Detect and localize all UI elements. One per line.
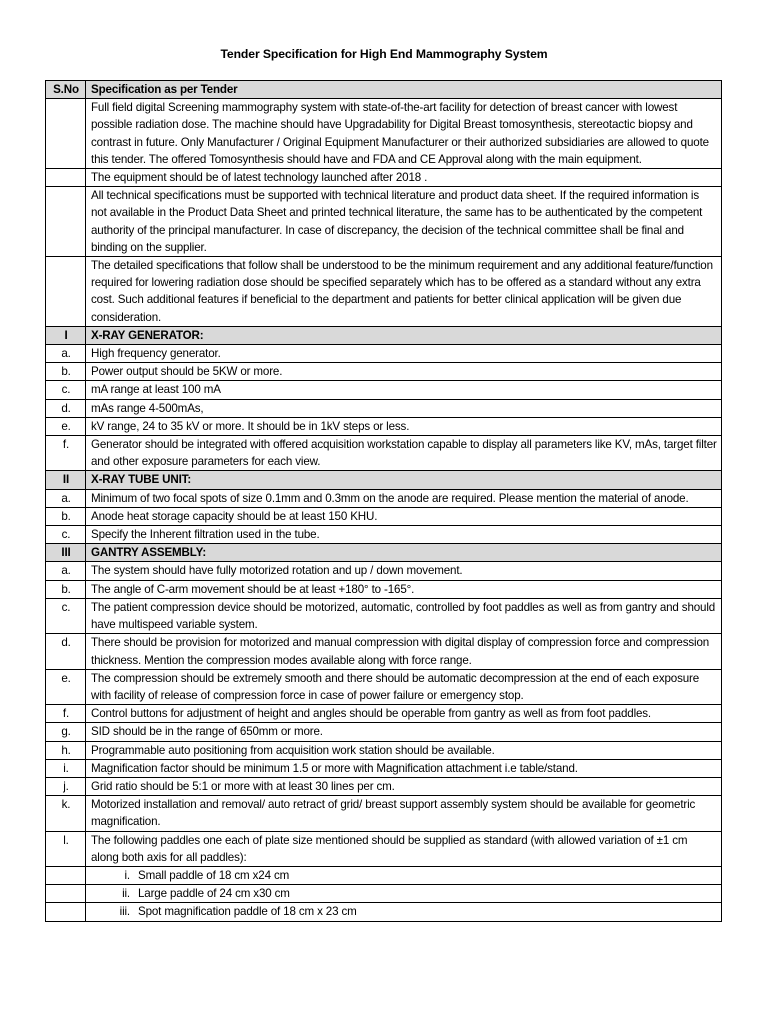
intro-text: Full field digital Screening mammography system with state-of-the-art facility for detection of breast cancer with lowest possible radiation dose. The machine should have Upgradability for Digital Breast tomosynthesis, stereotactic biopsy and contrast in future. Only Manufacturer / Original Equipment Manufacturer or their authorized subsidiaries are allowed to quote this tender. The offered Tomosynthesis should have and FDA and CE Approval along with the main equipment. (86, 99, 722, 169)
item-number: l. (46, 831, 86, 866)
item-text: Specify the Inherent filtration used in the tube. (86, 526, 722, 544)
column-header-spec: Specification as per Tender (86, 81, 722, 99)
intro-row (46, 99, 722, 169)
item-number: d. (46, 634, 86, 669)
table-row (46, 507, 722, 525)
item-text: mA range at least 100 mA (86, 381, 722, 399)
sub-item-number: iii. (119, 905, 130, 919)
table-row (46, 705, 722, 723)
table-row (46, 741, 722, 759)
item-number: f. (46, 436, 86, 471)
section-row-tube-unit (46, 471, 722, 489)
section-heading: GANTRY ASSEMBLY: (86, 544, 722, 562)
item-number: d. (46, 399, 86, 417)
item-number: a. (46, 489, 86, 507)
item-number: b. (46, 507, 86, 525)
item-text: Control buttons for adjustment of height and angles should be operable from gantry as well as from foot paddles. (86, 705, 722, 723)
table-row (46, 436, 722, 471)
item-number: k. (46, 796, 86, 831)
sub-item-number: i. (124, 868, 130, 882)
item-text: SID should be in the range of 650mm or more. (86, 723, 722, 741)
table-row (46, 489, 722, 507)
sub-item-text: Spot magnification paddle of 18 cm x 23 cm (138, 905, 357, 919)
sub-item-row (46, 903, 722, 921)
item-text: There should be provision for motorized and manual compression with digital display of compression force and compression thickness. Mention the compression modes available along with force range. (86, 634, 722, 669)
table-row (46, 562, 722, 580)
item-number: b. (46, 580, 86, 598)
sub-item-row (46, 885, 722, 903)
column-header-sno: S.No (46, 81, 86, 99)
intro-row (46, 169, 722, 187)
item-text: High frequency generator. (86, 345, 722, 363)
sub-item-row (46, 866, 722, 884)
item-number: c. (46, 381, 86, 399)
intro-row (46, 187, 722, 257)
item-text: Grid ratio should be 5:1 or more with at least 30 lines per cm. (86, 777, 722, 795)
table-row (46, 796, 722, 831)
section-number: II (46, 471, 86, 489)
table-row (46, 634, 722, 669)
sub-item-text: Large paddle of 24 cm x30 cm (138, 887, 290, 901)
table-row (46, 363, 722, 381)
item-number: j. (46, 777, 86, 795)
item-text: The patient compression device should be motorized, automatic, controlled by foot paddles as well as from gantry and should have multispeed variable system. (86, 598, 722, 633)
intro-text: All technical specifications must be supported with technical literature and product data sheet. If the required information is not available in the Product Data Sheet and printed technical literature, the same has to be authenticated by the competent authority of the principal manufacturer. In case of discrepancy, the decision of the technical committee shall be final and binding on the supplier. (86, 187, 722, 257)
table-row (46, 345, 722, 363)
section-row-generator (46, 326, 722, 344)
item-text: The compression should be extremely smooth and there should be automatic decompression at the end of each exposure with facility of release of compression force in case of power failure or emergency stop. (86, 669, 722, 704)
table-row (46, 669, 722, 704)
table-row (46, 399, 722, 417)
item-text: Generator should be integrated with offered acquisition workstation capable to display all parameters like KV, mAs, target filter and other exposure parameters for each view. (86, 436, 722, 471)
item-text: Power output should be 5KW or more. (86, 363, 722, 381)
section-row-gantry (46, 544, 722, 562)
item-text: Minimum of two focal spots of size 0.1mm and 0.3mm on the anode are required. Please mention the material of anode. (86, 489, 722, 507)
table-row (46, 580, 722, 598)
sub-item-number: ii. (122, 887, 130, 901)
item-text: mAs range 4-500mAs, (86, 399, 722, 417)
table-header-row (46, 81, 722, 99)
table-row (46, 381, 722, 399)
table-row (46, 417, 722, 435)
item-number: g. (46, 723, 86, 741)
item-text: The system should have fully motorized rotation and up / down movement. (86, 562, 722, 580)
item-text: The following paddles one each of plate size mentioned should be supplied as standard (with allowed variation of ±1 cm along both axis for all paddles): (86, 831, 722, 866)
table-row (46, 598, 722, 633)
item-text: kV range, 24 to 35 kV or more. It should be in 1kV steps or less. (86, 417, 722, 435)
table-row (46, 526, 722, 544)
section-heading: X-RAY GENERATOR: (86, 326, 722, 344)
table-row (46, 777, 722, 795)
section-number: I (46, 326, 86, 344)
item-number: c. (46, 526, 86, 544)
item-number: a. (46, 562, 86, 580)
specification-table (45, 80, 722, 922)
item-text: Programmable auto positioning from acquisition work station should be available. (86, 741, 722, 759)
intro-text: The equipment should be of latest technology launched after 2018 . (86, 169, 722, 187)
item-text: Magnification factor should be minimum 1.5 or more with Magnification attachment i.e table/stand. (86, 759, 722, 777)
table-row (46, 831, 722, 866)
item-number: h. (46, 741, 86, 759)
item-text: The angle of C-arm movement should be at least +180° to -165°. (86, 580, 722, 598)
table-row (46, 759, 722, 777)
item-number: b. (46, 363, 86, 381)
intro-row (46, 257, 722, 327)
item-number: e. (46, 669, 86, 704)
section-heading: X-RAY TUBE UNIT: (86, 471, 722, 489)
item-number: f. (46, 705, 86, 723)
item-number: c. (46, 598, 86, 633)
item-number: e. (46, 417, 86, 435)
item-text: Anode heat storage capacity should be at least 150 KHU. (86, 507, 722, 525)
sub-item-text: Small paddle of 18 cm x24 cm (138, 868, 290, 882)
section-number: III (46, 544, 86, 562)
document-title: Tender Specification for High End Mammography System (220, 47, 548, 61)
item-number: i. (46, 759, 86, 777)
table-row (46, 723, 722, 741)
intro-text: The detailed specifications that follow shall be understood to be the minimum requirement and any additional feature/function required for lowering radiation dose should be specified separately which has to be offered as a standard without any extra cost. Such additional features if beneficial to the department and patients for better clinical application will be given due consideration. (86, 257, 722, 327)
item-text: Motorized installation and removal/ auto retract of grid/ breast support assembly system should be available for geometric magnification. (86, 796, 722, 831)
item-number: a. (46, 345, 86, 363)
